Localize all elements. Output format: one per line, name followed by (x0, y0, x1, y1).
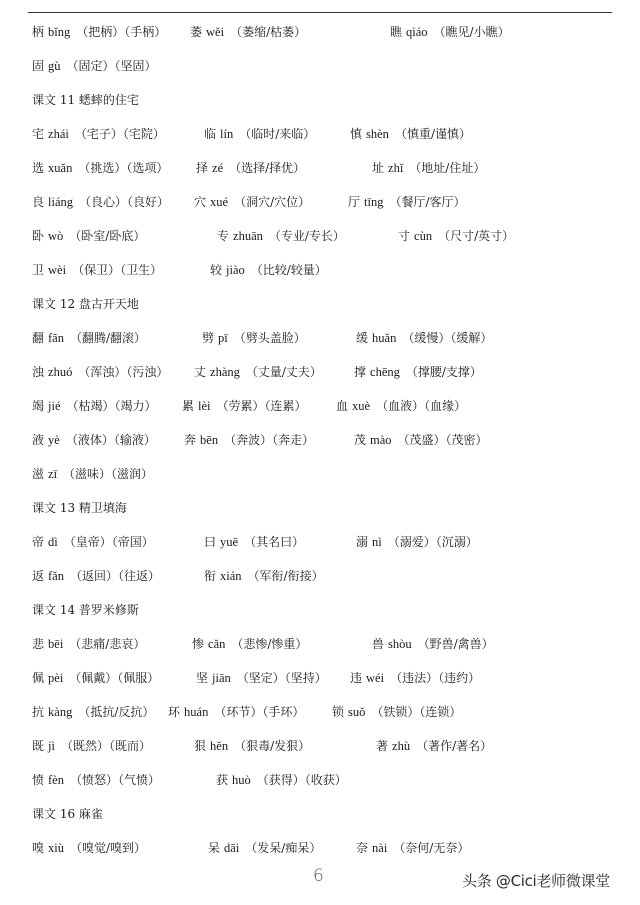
vocab-words: （把柄）（手柄） (76, 25, 167, 39)
vocab-pinyin: bǐng (48, 25, 71, 39)
vocab-character: 获 (216, 773, 229, 787)
vocab-words: （皇帝）（帝国） (63, 535, 154, 549)
vocab-words: （固定）（坚固） (66, 59, 157, 73)
vocab-words: （军衔/衔接） (247, 569, 324, 583)
vocab-pinyin: bēi (48, 637, 64, 651)
vocab-words: （获得）（收获） (256, 773, 347, 787)
vocab-character: 返 (32, 569, 45, 583)
vocab-pinyin: jiān (212, 671, 231, 685)
vocab-character: 较 (210, 263, 223, 277)
vocab-character: 血 (336, 399, 349, 413)
vocab-character: 浊 (32, 365, 45, 379)
vocab-character: 呆 (208, 841, 221, 855)
vocab-words: （著作/著名） (416, 739, 493, 753)
vocab-pinyin: suǒ (348, 705, 366, 719)
vocab-pinyin: zhǐ (388, 161, 404, 175)
vocab-words: （撑腰/支撑） (405, 365, 482, 379)
vocab-entry (194, 736, 310, 756)
vocab-character: 卧 (32, 229, 45, 243)
vocab-entry (204, 124, 315, 144)
vocab-character: 累 (182, 399, 195, 413)
vocab-pinyin: bēn (200, 433, 219, 447)
vocab-entry (356, 328, 492, 348)
vocab-character: 丈 (194, 365, 207, 379)
vocab-words: （发呆/痴呆） (245, 841, 322, 855)
vocab-character: 劈 (202, 331, 215, 345)
vocab-words: （劳累）（连累） (216, 399, 307, 413)
vocab-words: （抵抗/反抗） (78, 705, 155, 719)
vocab-pinyin: zhàng (210, 365, 240, 379)
vocab-character: 卫 (32, 263, 45, 277)
vocab-pinyin: yè (48, 433, 60, 447)
vocab-pinyin: chēng (370, 365, 400, 379)
vocab-entry (32, 56, 157, 76)
vocab-words: （劈头盖脸） (233, 331, 306, 345)
vocab-entry (208, 838, 321, 858)
vocab-entry (182, 396, 307, 416)
vocab-pinyin: jì (48, 739, 55, 753)
vocab-words: （坚定）（坚持） (236, 671, 327, 685)
vocab-entry (204, 566, 324, 586)
vocab-row (32, 532, 612, 552)
vocab-entry (194, 192, 310, 212)
vocab-words: （环节）（手环） (214, 705, 305, 719)
vocab-words: （铁锁）（连锁） (371, 705, 462, 719)
vocab-row (32, 668, 612, 688)
vocab-character: 嗅 (32, 841, 45, 855)
vocab-words: （慎重/谨慎） (394, 127, 471, 141)
vocab-entry (210, 260, 327, 280)
vocab-words: （狠毒/发狠） (234, 739, 311, 753)
vocab-character: 选 (32, 161, 45, 175)
vocab-entry (372, 158, 485, 178)
vocab-character: 临 (204, 127, 217, 141)
vocab-pinyin: wò (48, 229, 64, 243)
vocab-words: （佩戴）（佩服） (69, 671, 160, 685)
vocab-entry (350, 124, 471, 144)
vocab-character: 宅 (32, 127, 45, 141)
vocab-words: （临时/来临） (239, 127, 316, 141)
vocab-pinyin: dāi (224, 841, 240, 855)
vocab-words: （违法）（违约） (390, 671, 481, 685)
vocab-row (32, 430, 612, 450)
vocab-character: 违 (350, 671, 363, 685)
vocab-character: 帝 (32, 535, 45, 549)
vocab-row (32, 770, 612, 790)
vocab-words: （比较/较量） (250, 263, 327, 277)
vocab-row (32, 22, 612, 42)
vocab-pinyin: dì (48, 535, 58, 549)
vocab-pinyin: hěn (210, 739, 229, 753)
vocab-words: （餐厅/客厅） (389, 195, 466, 209)
vocab-pinyin: qiáo (406, 25, 428, 39)
vocab-pinyin: cùn (414, 229, 433, 243)
vocab-entry (32, 702, 154, 722)
vocab-pinyin: xuǎn (48, 161, 73, 175)
vocab-entry (194, 362, 322, 382)
vocab-row (32, 158, 612, 178)
vocab-pinyin: zé (212, 161, 224, 175)
vocab-words: （愤怒）（气愤） (69, 773, 160, 787)
vocab-entry (32, 158, 168, 178)
vocab-entry (168, 702, 304, 722)
vocab-entry (32, 464, 153, 484)
lesson-heading: 课文 14 普罗米修斯 (32, 603, 139, 617)
vocab-character: 厅 (348, 195, 361, 209)
vocab-row (32, 566, 612, 586)
vocab-pinyin: fǎn (48, 569, 64, 583)
vocab-row (32, 838, 612, 858)
vocab-pinyin: xué (210, 195, 229, 209)
vocab-pinyin: huò (232, 773, 251, 787)
vocab-words: （嗅觉/嗅到） (70, 841, 147, 855)
vocab-entry (348, 192, 466, 212)
vocab-entry (217, 226, 345, 246)
vocab-words: （悲惨/惨重） (231, 637, 308, 651)
vocab-words: （枯竭）（竭力） (66, 399, 157, 413)
vocab-entry (184, 430, 314, 450)
vocab-words: （滋味）（滋润） (63, 467, 154, 481)
vocab-row (32, 634, 612, 654)
vocab-character: 奔 (184, 433, 197, 447)
vocab-entry (32, 668, 159, 688)
vocab-words: （既然）（既而） (60, 739, 151, 753)
vocab-row (32, 362, 612, 382)
vocab-pinyin: zhái (48, 127, 69, 141)
vocab-character: 缓 (356, 331, 369, 345)
vocab-character: 慎 (350, 127, 363, 141)
vocab-character: 抗 (32, 705, 45, 719)
vocab-character: 环 (168, 705, 181, 719)
vocab-pinyin: shòu (388, 637, 412, 651)
vocab-pinyin: cǎn (208, 637, 226, 651)
vocab-pinyin: pī (218, 331, 228, 345)
vocab-pinyin: shèn (366, 127, 389, 141)
vocab-entry (32, 770, 160, 790)
vocab-row (32, 56, 612, 76)
vocab-pinyin: jié (48, 399, 61, 413)
vocab-words: （悲痛/悲哀） (69, 637, 146, 651)
vocab-row (32, 464, 612, 484)
page-number: 6 (313, 866, 324, 886)
vocab-character: 曰 (204, 535, 217, 549)
vocab-entry (190, 22, 306, 42)
vocab-pinyin: nì (372, 535, 382, 549)
vocab-words: （翻腾/翻滚） (69, 331, 147, 345)
vocab-character: 愤 (32, 773, 45, 787)
vocab-words: （洞穴/穴位） (234, 195, 311, 209)
vocab-character: 锁 (332, 705, 345, 719)
vocab-words: （血液）（血缘） (376, 399, 467, 413)
vocab-character: 衔 (204, 569, 217, 583)
lesson-heading: 课文 16 麻雀 (32, 807, 103, 821)
vocab-character: 佩 (32, 671, 45, 685)
vocab-character: 寸 (398, 229, 411, 243)
vocab-pinyin: yuē (220, 535, 239, 549)
vocab-words: （奔波）（奔走） (224, 433, 315, 447)
vocab-character: 滋 (32, 467, 45, 481)
vocab-words: （丈量/丈夫） (245, 365, 322, 379)
vocab-pinyin: zhuó (48, 365, 73, 379)
vocab-row (32, 260, 612, 280)
vocab-row (32, 226, 612, 246)
vocab-character: 狠 (194, 739, 207, 753)
vocab-pinyin: xián (220, 569, 242, 583)
vocab-entry (398, 226, 514, 246)
vocab-character: 溺 (356, 535, 369, 549)
vocab-words: （瞧见/小瞧） (433, 25, 510, 39)
vocab-character: 液 (32, 433, 45, 447)
vocab-entry (376, 736, 492, 756)
vocab-character: 悲 (32, 637, 45, 651)
vocab-character: 良 (32, 195, 45, 209)
vocab-words: （溺爱）（沉溺） (387, 535, 478, 549)
vocab-entry (372, 634, 494, 654)
vocab-pinyin: nài (372, 841, 388, 855)
vocab-words: （尺寸/英寸） (438, 229, 515, 243)
vocab-character: 固 (32, 59, 45, 73)
vocab-character: 既 (32, 739, 45, 753)
vocab-character: 坚 (196, 671, 209, 685)
vocab-entry (32, 328, 146, 348)
vocab-character: 惨 (192, 637, 205, 651)
vocab-character: 专 (217, 229, 230, 243)
vocab-entry (216, 770, 347, 790)
vocab-entry (204, 532, 304, 552)
vocab-pinyin: mào (370, 433, 392, 447)
vocab-pinyin: fān (48, 331, 64, 345)
vocab-pinyin: gù (48, 59, 61, 73)
vocab-words: （野兽/禽兽） (417, 637, 494, 651)
vocab-pinyin: lín (220, 127, 234, 141)
vocab-entry (192, 634, 307, 654)
vocab-entry (32, 430, 156, 450)
vocab-pinyin: wèi (48, 263, 67, 277)
vocab-entry (350, 668, 480, 688)
vocab-row (32, 736, 612, 756)
vocab-entry (32, 362, 168, 382)
vocab-entry (354, 430, 488, 450)
vocab-words: （其名曰） (244, 535, 305, 549)
vocab-character: 翻 (32, 331, 45, 345)
top-divider (28, 12, 612, 13)
vocab-entry (32, 566, 160, 586)
vocab-row (32, 124, 612, 144)
vocab-entry (202, 328, 306, 348)
vocab-words: （萎缩/枯萎） (230, 25, 307, 39)
vocab-pinyin: zhù (392, 739, 411, 753)
vocab-words: （浑浊）（污浊） (78, 365, 169, 379)
vocab-words: （返回）（往返） (69, 569, 160, 583)
vocab-entry (336, 396, 466, 416)
vocab-words: （卧室/卧底） (69, 229, 146, 243)
vocab-entry (354, 362, 482, 382)
vocab-entry (196, 158, 305, 178)
vocab-words: （地址/住址） (409, 161, 486, 175)
vocab-row (32, 702, 612, 722)
vocab-words: （缓慢）（缓解） (402, 331, 493, 345)
vocab-row (32, 328, 612, 348)
vocab-pinyin: fèn (48, 773, 64, 787)
vocab-pinyin: liáng (48, 195, 74, 209)
vocab-entry (332, 702, 461, 722)
lesson-heading: 课文 11 蟋蟀的住宅 (32, 93, 139, 107)
vocab-character: 萎 (190, 25, 203, 39)
vocab-character: 择 (196, 161, 209, 175)
vocab-entry (32, 532, 154, 552)
vocab-pinyin: zī (48, 467, 58, 481)
vocab-character: 竭 (32, 399, 45, 413)
vocab-entry (32, 396, 157, 416)
vocab-character: 奈 (356, 841, 369, 855)
vocab-entry (32, 192, 169, 212)
vocab-character: 柄 (32, 25, 45, 39)
vocab-words: （良心）（良好） (79, 195, 170, 209)
vocab-entry (32, 736, 151, 756)
vocab-pinyin: xiù (48, 841, 64, 855)
lesson-heading: 课文 13 精卫填海 (32, 501, 127, 515)
vocab-character: 茂 (354, 433, 367, 447)
vocab-pinyin: wéi (366, 671, 385, 685)
vocab-pinyin: wěi (206, 25, 225, 39)
vocab-pinyin: lèi (198, 399, 211, 413)
lesson-heading: 课文 12 盘古开天地 (32, 297, 139, 311)
vocab-pinyin: jiào (226, 263, 245, 277)
vocab-entry (32, 634, 145, 654)
vocab-entry (196, 668, 327, 688)
vocab-entry (32, 260, 162, 280)
vocab-entry (32, 226, 145, 246)
vocab-entry (32, 22, 166, 42)
vocab-entry (32, 838, 146, 858)
vocab-character: 址 (372, 161, 385, 175)
vocab-pinyin: tīng (364, 195, 384, 209)
vocab-entry (32, 124, 165, 144)
vocab-character: 兽 (372, 637, 385, 651)
vocab-character: 穴 (194, 195, 207, 209)
vocab-character: 撑 (354, 365, 367, 379)
vocab-words: （茂盛）（茂密） (397, 433, 488, 447)
vocab-pinyin: xuè (352, 399, 371, 413)
vocab-words: （奈何/无奈） (393, 841, 470, 855)
vocab-pinyin: huǎn (372, 331, 397, 345)
vocab-entry (390, 22, 510, 42)
vocab-pinyin: pèi (48, 671, 64, 685)
vocab-words: （保卫）（卫生） (72, 263, 163, 277)
vocab-words: （专业/专长） (268, 229, 345, 243)
vocab-entry (356, 532, 478, 552)
vocab-character: 著 (376, 739, 389, 753)
vocab-character: 瞧 (390, 25, 403, 39)
vocab-words: （挑选）（选项） (78, 161, 169, 175)
vocab-words: （选择/择优） (229, 161, 306, 175)
vocab-words: （液体）（输液） (65, 433, 156, 447)
vocab-row (32, 192, 612, 212)
vocab-pinyin: zhuān (233, 229, 263, 243)
watermark: 头条 @Cici老师微课堂 (462, 872, 610, 890)
vocab-row (32, 396, 612, 416)
vocab-entry (356, 838, 469, 858)
vocab-pinyin: kàng (48, 705, 73, 719)
vocab-words: （宅子）（宅院） (74, 127, 165, 141)
vocab-pinyin: huán (184, 705, 209, 719)
